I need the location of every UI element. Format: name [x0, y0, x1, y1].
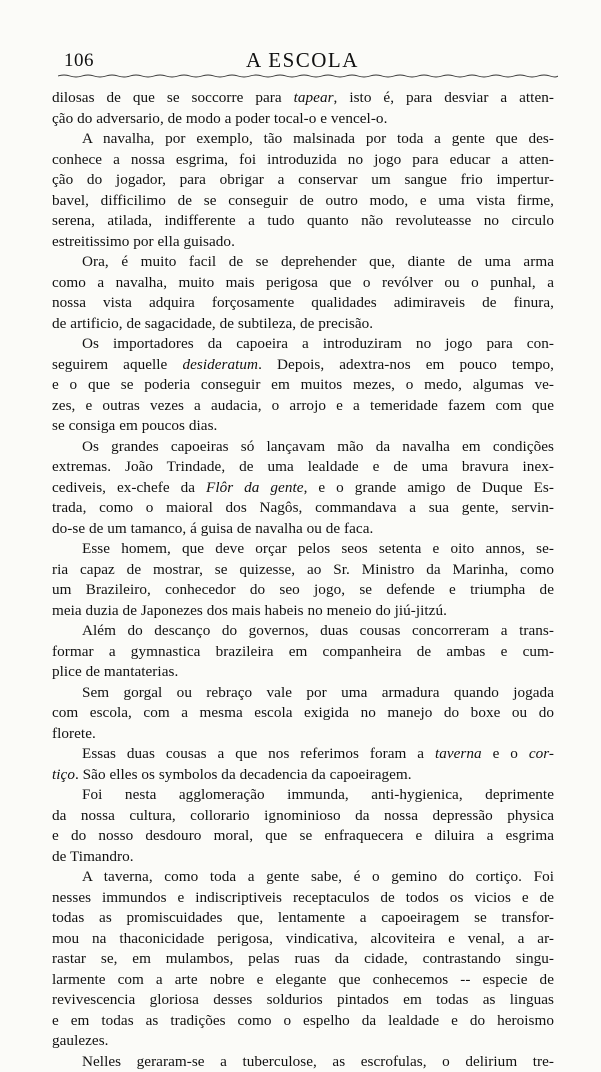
text-line	[52, 806, 554, 827]
line-text-continued: e o	[482, 745, 529, 762]
text-line	[52, 437, 554, 458]
text-line	[52, 109, 554, 130]
line-text: Os importadores da capoeira a introduziram no jogo para con-	[82, 335, 554, 352]
line-text: larmente com a arte nobre e elegante que conhecemos -- especie de	[52, 971, 554, 988]
text-line	[52, 355, 554, 376]
text-line	[52, 847, 554, 868]
line-text: trada, como o maioral dos Nagôs, commandava a sua gente, servin-	[52, 499, 554, 516]
text-line	[52, 662, 554, 683]
line-text: extremas. João Trindade, de uma lealdade e de uma bravura inex-	[52, 458, 554, 475]
line-text: serena, atilada, indifferente a tudo quanto não revoluteasse no circulo	[52, 212, 554, 229]
line-text: se consiga em poucos dias.	[52, 417, 217, 434]
line-text: estreitissimo por ella guisado.	[52, 233, 235, 250]
text-line	[52, 601, 554, 622]
italic-term: tapear	[294, 89, 334, 106]
text-line	[52, 519, 554, 540]
text-line	[52, 888, 554, 909]
text-line	[52, 457, 554, 478]
text-line	[52, 724, 554, 745]
text-line	[52, 1052, 554, 1072]
text-line	[52, 273, 554, 294]
line-text: e em todas as tradições como o espelho da lealdade e do heroismo	[52, 1012, 554, 1029]
text-line	[52, 211, 554, 232]
line-text: plice de mantaterias.	[52, 663, 178, 680]
text-line	[52, 785, 554, 806]
line-text: bavel, difficilimo de se conseguir de outro modo, e uma vista firme,	[52, 192, 554, 209]
text-line	[52, 1011, 554, 1032]
line-text: como a navalha, muito mais perigosa que o revólver ou o punhal, a	[52, 274, 554, 291]
text-line	[52, 170, 554, 191]
line-text: nossa vista adquira forçosamente qualidades adimiraveis de finura,	[52, 294, 554, 311]
line-text: gaulezes.	[52, 1032, 109, 1049]
line-text: mou na thaconicidade perigosa, vindicativa, alcoviteira e venal, a ar-	[52, 930, 554, 947]
line-text: nesses immundos e indiscriptiveis receptaculos de todos os vicios e de	[52, 889, 554, 906]
text-line	[52, 642, 554, 663]
text-line	[52, 990, 554, 1011]
text-line	[52, 621, 554, 642]
line-text: Ora, é muito facil de se deprehender que, diante de uma arma	[82, 253, 554, 270]
text-line	[52, 416, 554, 437]
italic-term: Flôr da gente	[206, 479, 304, 496]
line-text: ção do adversario, de modo a poder tocal-o e vencel-o.	[52, 110, 387, 127]
running-title: A ESCOLA	[246, 48, 359, 73]
text-line	[52, 765, 554, 786]
line-text-continued: , isto é, para desviar a atten-	[334, 89, 554, 106]
text-line	[52, 396, 554, 417]
line-text: Sem gorgal ou rebraço vale por uma armadura quando jogada	[82, 684, 554, 701]
text-line	[52, 970, 554, 991]
text-line	[52, 1031, 554, 1052]
text-line	[52, 867, 554, 888]
line-text: da nossa cultura, collorario ignominioso da nossa depressão physica	[52, 807, 554, 824]
line-text: seguirem aquelle	[52, 356, 182, 373]
header-rule	[58, 74, 558, 78]
text-line	[52, 375, 554, 396]
text-line	[52, 539, 554, 560]
line-text: dilosas de que se soccorre para	[52, 89, 294, 106]
text-line	[52, 314, 554, 335]
line-text: formar a gymnastica brazileira em companheira de ambas e cum-	[52, 643, 554, 660]
line-text: de Timandro.	[52, 848, 134, 865]
text-line	[52, 498, 554, 519]
text-line	[52, 191, 554, 212]
text-line	[52, 580, 554, 601]
text-line	[52, 334, 554, 355]
line-text: Essas duas cousas a que nos referimos foram a	[82, 745, 435, 762]
line-text: florete.	[52, 725, 96, 742]
line-text: ria capaz de mostrar, se quizesse, ao Sr. Ministro da Marinha, como	[52, 561, 554, 578]
line-text: Nelles geraram-se a tuberculose, as escrofulas, o delirium tre-	[82, 1053, 554, 1070]
text-line	[52, 744, 554, 765]
line-text: Foi nesta agglomeração immunda, anti-hygienica, deprimente	[82, 786, 554, 803]
text-line	[52, 929, 554, 950]
text-line	[52, 703, 554, 724]
italic-term: tiço	[52, 766, 75, 783]
italic-term: cor-	[529, 745, 554, 762]
text-line	[52, 683, 554, 704]
line-text: Além do descanço do governos, duas cousas concorreram a trans-	[82, 622, 554, 639]
line-text: revivescencia gloriosa desses soldurios pintados em todas as linguas	[52, 991, 554, 1008]
line-text: do-se de um tamanco, á guisa de navalha ou de faca.	[52, 520, 373, 537]
line-text: zes, e outras vezes a audacia, o arrojo e a temeridade fazem com que	[52, 397, 554, 414]
text-line	[52, 232, 554, 253]
line-text: e o que se poderia conseguir em muitos mezes, o medo, algumas ve-	[52, 376, 554, 393]
text-line	[52, 293, 554, 314]
text-line	[52, 252, 554, 273]
line-text: um Brazileiro, conhecedor do seo jogo, se defende e triumpha de	[52, 581, 554, 598]
line-text: Os grandes capoeiras só lançavam mão da navalha em condições	[82, 438, 554, 455]
text-line	[52, 949, 554, 970]
page-number: 106	[64, 50, 94, 72]
text-line	[52, 826, 554, 847]
line-text-continued: . São elles os symbolos da decadencia da capoeiragem.	[75, 766, 412, 783]
line-text: Esse homem, que deve orçar pelos seos setenta e oito annos, se-	[82, 540, 554, 557]
italic-term: desideratum	[182, 356, 258, 373]
text-line	[52, 88, 554, 109]
line-text: meia duzia de Japonezes dos mais habeis no meneio do jiú-jitzú.	[52, 602, 447, 619]
line-text: ção do jogador, para obrigar a conservar um sangue frio impertur-	[52, 171, 554, 188]
line-text: rastar se, em mulambos, pelas ruas da cidade, contrastando singu-	[52, 950, 554, 967]
line-text: cediveis, ex-chefe da	[52, 479, 206, 496]
text-line	[52, 150, 554, 171]
text-line	[52, 908, 554, 929]
line-text: A taverna, como toda a gente sabe, é o gemino do cortiço. Foi	[82, 868, 554, 885]
text-line	[52, 560, 554, 581]
line-text: conhece a nossa esgrima, foi introduzida no jogo para educar a atten-	[52, 151, 554, 168]
line-text: com escola, com a mesma escola exigida no manejo do boxe ou do	[52, 704, 554, 721]
line-text: e do nosso desdouro moral, que se enfraquecera e diluira a esgrima	[52, 827, 554, 844]
text-line	[52, 478, 554, 499]
line-text-continued: . Depois, adextra-nos em pouco tempo,	[258, 356, 554, 373]
italic-term: taverna	[435, 745, 482, 762]
line-text: todas as promiscuidades que, lentamente a capoeiragem se transfor-	[52, 909, 554, 926]
article-body	[52, 88, 554, 1072]
line-text-continued: , e o grande amigo de Duque Es-	[304, 479, 554, 496]
line-text: A navalha, por exemplo, tão malsinada por toda a gente que des-	[82, 130, 554, 147]
text-line	[52, 129, 554, 150]
running-header	[56, 44, 556, 72]
line-text: de artificio, de sagacidade, de subtileza, de precisão.	[52, 315, 373, 332]
